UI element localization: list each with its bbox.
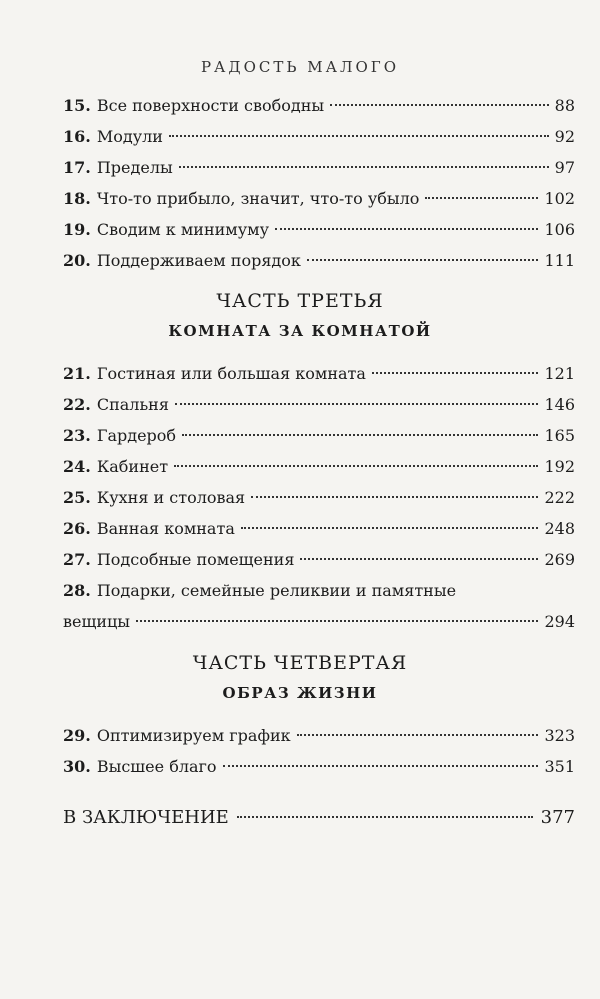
dot-leader [251, 496, 538, 498]
dot-leader [169, 135, 549, 137]
entry-number: 30. [63, 757, 91, 776]
dot-leader [372, 372, 539, 374]
entry-title: Сводим к минимуму [96, 220, 270, 239]
toc-entry-25[interactable] [63, 486, 575, 510]
conclusion-title: В ЗАКЛЮЧЕНИЕ [63, 807, 229, 828]
entry-number: 18. [63, 189, 91, 208]
toc-entry-16[interactable] [63, 125, 575, 149]
entry-title: Гардероб [96, 426, 177, 445]
toc-entry-21[interactable] [63, 362, 575, 386]
toc-entry-18[interactable] [63, 187, 575, 211]
part-four-label: ЧАСТЬ ЧЕТВЕРТАЯ [192, 652, 408, 674]
dot-leader [275, 228, 538, 230]
entry-title: Модули [96, 127, 163, 146]
entry-title: Кухня и столовая [96, 488, 246, 507]
entry-number: 15. [63, 96, 91, 115]
entry-number: 17. [63, 158, 91, 177]
entry-title: Кабинет [96, 457, 169, 476]
running-head: РАДОСТЬ МАЛОГО [200, 58, 400, 76]
entry-page: 102 [544, 189, 575, 208]
entry-number: 26. [63, 519, 91, 538]
toc-entry-27[interactable] [63, 548, 575, 572]
toc-entry-23[interactable] [63, 424, 575, 448]
toc-entry-15[interactable] [63, 94, 575, 118]
entry-page: 323 [544, 726, 575, 745]
entry-number: 23. [63, 426, 91, 445]
entry-title-line2: вещицы [63, 612, 131, 631]
entry-number: 19. [63, 220, 91, 239]
entry-page: 92 [554, 127, 575, 146]
dot-leader [241, 527, 539, 529]
entry-page: 269 [544, 550, 575, 569]
toc-entry-24[interactable] [63, 455, 575, 479]
entry-title: Что-то прибыло, значит, что-то убыло [96, 189, 420, 208]
dot-leader [223, 765, 539, 767]
dot-leader [307, 259, 539, 261]
entry-number: 24. [63, 457, 91, 476]
entry-number: 25. [63, 488, 91, 507]
conclusion-page: 377 [540, 807, 575, 828]
entry-title: Поддерживаем порядок [96, 251, 301, 270]
entry-page: 121 [544, 364, 575, 383]
dot-leader [182, 434, 538, 436]
entry-number: 22. [63, 395, 91, 414]
entry-page: 146 [544, 395, 575, 414]
entry-page: 294 [544, 612, 575, 631]
entry-title: Ванная комната [96, 519, 235, 538]
entry-page: 97 [554, 158, 575, 177]
dot-leader [174, 465, 538, 467]
entry-page: 351 [544, 757, 575, 776]
entry-title: Пределы [96, 158, 173, 177]
entry-page: 192 [544, 457, 575, 476]
part-three-subtitle: КОМНАТА ЗА КОМНАТОЙ [168, 322, 432, 340]
dot-leader [297, 734, 539, 736]
entry-page: 165 [544, 426, 575, 445]
entry-title-line1: Подарки, семейные реликвии и памятные [96, 581, 457, 600]
entry-number: 29. [63, 726, 91, 745]
entry-number: 28. [63, 581, 91, 600]
toc-conclusion[interactable] [63, 805, 575, 831]
toc-entry-28[interactable] [63, 579, 575, 634]
dot-leader [179, 166, 549, 168]
dot-leader [425, 197, 538, 199]
entry-number: 21. [63, 364, 91, 383]
entry-title: Подсобные помещения [96, 550, 295, 569]
dot-leader [175, 403, 539, 405]
part-four-subtitle: ОБРАЗ ЖИЗНИ [222, 684, 378, 702]
toc-entry-22[interactable] [63, 393, 575, 417]
toc-entry-19[interactable] [63, 218, 575, 242]
toc-entry-26[interactable] [63, 517, 575, 541]
part-three-label: ЧАСТЬ ТРЕТЬЯ [216, 290, 384, 312]
entry-title: Все поверхности свободны [96, 96, 325, 115]
entry-page: 111 [544, 251, 575, 270]
entry-number: 16. [63, 127, 91, 146]
dot-leader [136, 620, 538, 622]
entry-title: Гостиная или большая комната [96, 364, 366, 383]
entry-page: 248 [544, 519, 575, 538]
entry-page: 222 [544, 488, 575, 507]
entry-number: 20. [63, 251, 91, 270]
entry-title: Оптимизируем график [96, 726, 291, 745]
dot-leader [330, 104, 549, 106]
entry-page: 106 [544, 220, 575, 239]
toc-entry-29[interactable] [63, 724, 575, 748]
toc-entry-20[interactable] [63, 249, 575, 273]
entry-number: 27. [63, 550, 91, 569]
entry-title: Высшее благо [96, 757, 217, 776]
toc-entry-17[interactable] [63, 156, 575, 180]
toc-entry-30[interactable] [63, 755, 575, 779]
entry-page: 88 [554, 96, 575, 115]
entry-title: Спальня [96, 395, 169, 414]
dot-leader [300, 558, 538, 560]
dot-leader [237, 816, 533, 818]
